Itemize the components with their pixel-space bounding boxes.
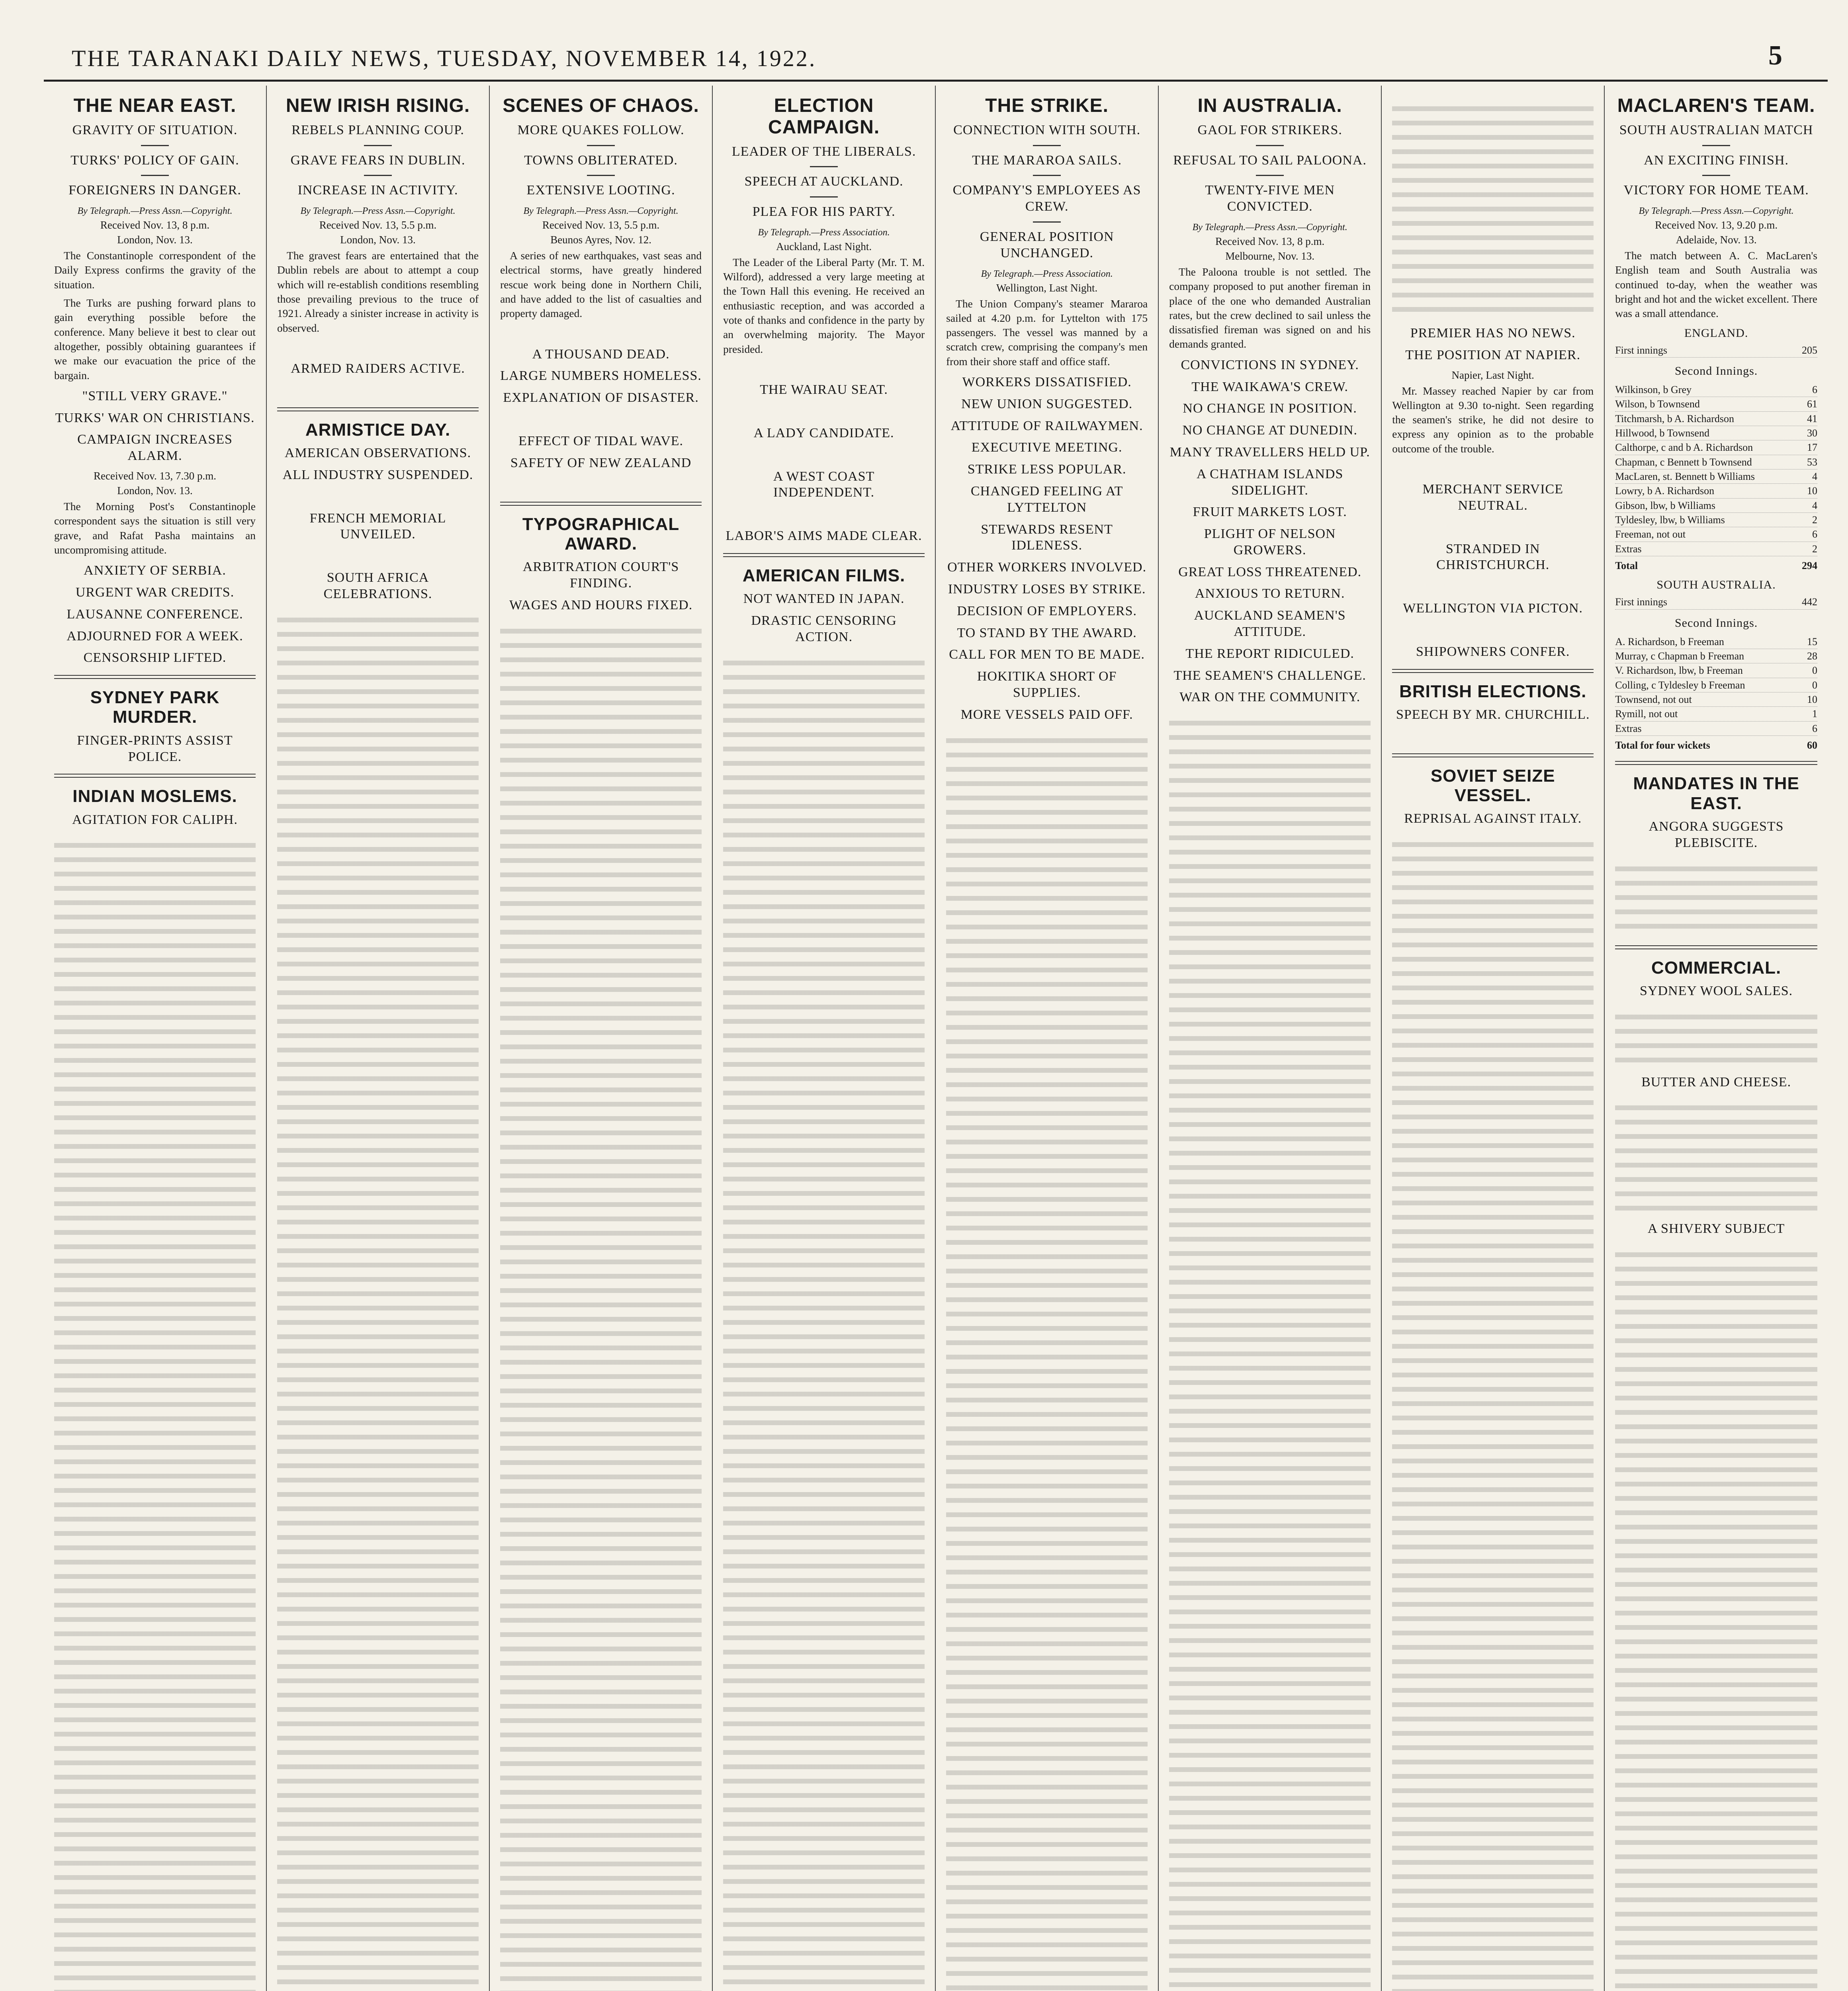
article-text-block [1615,1005,1817,1069]
article-text-block [54,833,256,1991]
batsman-runs: 4 [1812,499,1817,511]
subhead: STEWARDS RESENT IDLENESS. [981,522,1113,553]
batsman-name: Colling, c Tyldesley b Freeman [1615,679,1745,691]
subhead: MERCHANT SERVICE NEUTRAL. [1422,482,1564,513]
section-rule [723,553,925,557]
subhead: TURKS' WAR ON CHRISTIANS. [55,410,255,425]
subhead: THE MARAROA SAILS. [972,153,1122,168]
batsman-name: Wilkinson, b Grey [1615,383,1692,395]
section-rule [54,675,256,679]
subhead: LARGE NUMBERS HOMELESS. [500,368,702,383]
article-text-block [1615,857,1817,937]
subhead: FOREIGNERS IN DANGER. [68,183,241,198]
byline: By Telegraph.—Press Association. [758,227,890,238]
divider [810,166,838,167]
batsman-name: Tyldesley, lbw, b Williams [1615,514,1725,526]
subhead: ARMED RAIDERS ACTIVE. [291,361,465,376]
subhead: TO STAND BY THE AWARD. [957,625,1137,640]
section-rule [54,774,256,778]
subhead: PLEA FOR HIS PARTY. [752,204,896,219]
headline-scenes-of-chaos: SCENES OF CHAOS. [503,95,699,116]
article-paragraph: The Constantinople correspondent of the Daily Express confirms the gravity of the situation. [54,249,256,291]
article-text-block [946,729,1148,1991]
article-paragraph: Mr. Massey reached Napier by car from Wellington at 9.30 to-night. Seen regarding the seamen's strike, he did not desire to express any opinion as to the probable outcome of the trouble. [1392,384,1594,455]
subhead: FRUIT MARKETS LOST. [1193,505,1347,520]
headline-american-films: AMERICAN FILMS. [742,565,905,585]
section-rule [500,502,702,506]
headline-maclarens-team: MACLAREN'S TEAM. [1617,95,1815,116]
scorecard-england [1615,343,1817,573]
batsman-runs: 53 [1807,456,1817,468]
subhead: CAMPAIGN INCREASES ALARM. [77,432,233,464]
subhead: COMPANY'S EMPLOYEES AS CREW. [952,183,1141,214]
dateline: Auckland, Last Night. [776,240,872,252]
subhead: CONNECTION WITH SOUTH. [953,122,1141,137]
article-paragraph: A series of new earthquakes, vast seas and electrical storms, have greatly hindered rescue work being done in Northern Chili, and have added to the list of casualties and property damaged. [500,249,702,320]
dateline: Received Nov. 13, 7.30 p.m. [94,470,216,482]
subhead: MANY TRAVELLERS HELD UP. [1169,444,1370,460]
headline-in-australia: IN AUSTRALIA. [1197,95,1342,116]
subhead: ATTITUDE OF RAILWAYMEN. [950,418,1143,433]
subhead: GRAVE FEARS IN DUBLIN. [290,153,465,168]
total-label: Total for four wickets [1615,739,1710,751]
subhead: ANGORA SUGGESTS PLEBISCITE. [1649,819,1784,850]
subhead: LABOR'S AIMS MADE CLEAR. [726,528,922,544]
subhead: INDUSTRY LOSES BY STRIKE. [948,581,1146,597]
score-row [1615,484,1817,498]
subhead: EXTENSIVE LOOTING. [526,183,675,198]
batsman-runs: 61 [1807,398,1817,410]
subhead: ANXIOUS TO RETURN. [1195,586,1345,601]
dateline: Received Nov. 13, 8 p.m. [100,219,210,231]
column-maclarens-team [1605,86,1828,1991]
batsman-name: Hillwood, b Townsend [1615,427,1709,439]
score-label: First innings [1615,596,1667,608]
innings-label: Second Innings. [1674,616,1758,630]
subhead: NEW UNION SUGGESTED. [961,396,1133,411]
subhead: ALL INDUSTRY SUSPENDED. [282,467,473,482]
score-rows [1615,635,1817,736]
column-the-strike [936,86,1159,1991]
scorecard-heading-england: ENGLAND. [1684,326,1748,340]
batsman-name: Freeman, not out [1615,528,1686,540]
section-rule [277,407,479,411]
batsman-runs: 15 [1807,636,1817,647]
scorecard-heading-south-australia: SOUTH AUSTRALIA. [1656,578,1776,592]
divider [1256,175,1284,176]
score-row [1615,469,1817,484]
subhead: EXPLANATION OF DISASTER. [503,390,699,405]
divider [364,175,392,176]
subhead: BUTTER AND CHEESE. [1641,1074,1791,1089]
headline-mandates-in-the-east: MANDATES IN THE EAST. [1633,774,1799,813]
subhead: REBELS PLANNING COUP. [291,122,464,137]
batsman-runs: 6 [1812,383,1817,395]
article-paragraph: The match between A. C. MacLaren's English team and South Australia was continued to-day, when the weather was bright and hot and the wicket excellent. There was a small attendance. [1615,249,1817,320]
batsman-runs: 17 [1807,442,1817,454]
article-paragraph: The Turks are pushing forward plans to gain everything possible before the conference. Many believe it best to clear out altogether, possibly obtaining guarantees if we make our evacuation the price of the bargain. [54,297,256,381]
subhead: AN EXCITING FINISH. [1644,153,1789,168]
batsman-name: Rymill, not out [1615,708,1678,720]
score-row [1615,412,1817,426]
batsman-name: Lowry, b A. Richardson [1615,485,1715,497]
byline: By Telegraph.—Press Assn.—Copyright. [523,206,679,217]
divider [587,175,615,176]
subhead: AUCKLAND SEAMEN'S ATTITUDE. [1194,608,1346,640]
innings-label: Second Innings. [1674,364,1758,377]
subhead: THE WAIRAU SEAT. [760,382,888,397]
dateline: London, Nov. 13. [117,485,193,497]
subhead: REPRISAL AGAINST ITALY. [1404,811,1582,826]
batsman-name: Titchmarsh, b A. Richardson [1615,413,1734,424]
total-value: 294 [1801,560,1817,572]
score-row [1615,527,1817,542]
section-rule [1615,945,1817,949]
article-text-block [1392,833,1594,1991]
subhead: A SHIVERY SUBJECT [1647,1221,1785,1236]
subhead: GREAT LOSS THREATENED. [1178,564,1362,579]
divider [141,145,169,146]
subhead: DECISION OF EMPLOYERS. [957,603,1137,618]
subhead: ADJOURNED FOR A WEEK. [66,628,243,643]
subhead: THE WAIKAWA'S CREW. [1191,379,1348,394]
score-value: 205 [1801,344,1817,356]
article-text-block [1392,97,1594,320]
article-text-block [1615,1096,1817,1215]
score-value: 442 [1801,596,1817,608]
subhead: CALL FOR MEN TO BE MADE. [949,647,1145,662]
score-row [1615,692,1817,707]
score-row [1615,595,1817,609]
subhead: GAOL FOR STRIKERS. [1197,122,1342,137]
headline-new-irish-rising: NEW IRISH RISING. [286,95,470,116]
subhead: A WEST COAST INDEPENDENT. [773,469,875,500]
batsman-name: Extras [1615,543,1642,555]
subhead: INCREASE IN ACTIVITY. [297,183,458,198]
subhead: WAR ON THE COMMUNITY. [1179,690,1361,705]
dateline: London, Nov. 13. [117,234,193,246]
subhead: EXECUTIVE MEETING. [971,440,1122,455]
subhead: FRENCH MEMORIAL UNVEILED. [309,510,446,542]
dateline: Melbourne, Nov. 13. [1225,250,1315,262]
divider [364,145,392,146]
subhead: MORE VESSELS PAID OFF. [960,707,1133,722]
section-rule [1392,669,1594,673]
subhead: CENSORSHIP LIFTED. [83,650,227,665]
dateline: Adelaide, Nov. 13. [1676,234,1757,246]
divider [1033,175,1061,176]
subhead: SPEECH AT AUCKLAND. [744,174,903,189]
batsman-runs: 28 [1807,650,1817,662]
masthead-rule [44,80,1828,82]
subhead: OTHER WORKERS INVOLVED. [947,560,1147,575]
subhead: WORKERS DISSATISFIED. [962,375,1132,390]
score-rows [1615,383,1817,556]
dateline: Received Nov. 13, 5.5 p.m. [319,219,437,231]
byline: By Telegraph.—Press Assn.—Copyright. [300,206,456,217]
subhead: GRAVITY OF SITUATION. [72,122,238,137]
column-in-australia [1159,86,1382,1991]
subhead: SOUTH AFRICA CELEBRATIONS. [323,570,432,601]
batsman-runs: 0 [1812,665,1817,677]
subhead: LEADER OF THE LIBERALS. [731,144,916,159]
subhead: TURKS' POLICY OF GAIN. [70,153,239,168]
subhead: NOT WANTED IN JAPAN. [743,591,905,606]
divider [1033,145,1061,146]
column-scenes-of-chaos [490,86,713,1991]
divider [1256,145,1284,146]
subhead: TWENTY-FIVE MEN CONVICTED. [1205,183,1335,214]
subhead: NO CHANGE AT DUNEDIN. [1182,423,1358,438]
byline: By Telegraph.—Press Assn.—Copyright. [1639,206,1794,217]
batsman-runs: 10 [1807,694,1817,706]
subhead: EFFECT OF TIDAL WAVE. [518,434,684,449]
article-paragraph: The Morning Post's Constantinople correspondent says the situation is still very grave, and Rafat Pasha maintains an uncompromising attitude. [54,500,256,556]
score-row [1615,649,1817,663]
headline-armistice-day: ARMISTICE DAY. [305,420,451,440]
dateline: Beunos Ayres, Nov. 12. [550,234,651,246]
column-strike-continued [1382,86,1605,1991]
score-row [1615,455,1817,469]
subhead: GENERAL POSITION UNCHANGED. [980,229,1114,260]
divider [587,145,615,146]
article-text-block [1169,711,1371,1991]
subhead: HOKITIKA SHORT OF SUPPLIES. [977,669,1117,700]
batsman-runs: 1 [1812,708,1817,720]
divider [1033,221,1061,223]
batsman-name: Extras [1615,722,1642,734]
batsman-name: Murray, c Chapman b Freeman [1615,650,1744,662]
subhead: WELLINGTON VIA PICTON. [1403,601,1583,616]
score-row [1615,722,1817,736]
subhead: "STILL VERY GRAVE." [82,388,228,403]
subhead: ARBITRATION COURT'S FINDING. [522,559,679,591]
batsman-runs: 30 [1807,427,1817,439]
subhead: VICTORY FOR HOME TEAM. [1623,183,1809,198]
headline-typographical-award: TYPOGRAPHICAL AWARD. [522,514,680,553]
score-row [1615,440,1817,455]
subhead: A CHATHAM ISLANDS SIDELIGHT. [1196,466,1343,498]
subhead: A LADY CANDIDATE. [753,425,894,440]
dateline: London, Nov. 13. [340,234,416,246]
batsman-name: Wilson, b Townsend [1615,398,1700,410]
divider [141,175,169,176]
subhead: DRASTIC CENSORING ACTION. [751,613,897,644]
article-text-block [277,608,479,1991]
article-paragraph: The Leader of the Liberal Party (Mr. T. M. Wilford), addressed a very large meeting at the Town Hall this evening. He received an enthusiastic reception, and was accorded a vote of thanks and confidence in the party by an overwhelming majority. The Mayor presided. [723,256,925,355]
headline-election-campaign: ELECTION CAMPAIGN. [768,95,880,138]
score-row [1615,383,1817,397]
score-row [1615,397,1817,411]
batsman-runs: 4 [1812,470,1817,482]
headline-soviet-seize-vessel: SOVIET SEIZE VESSEL. [1430,766,1555,806]
score-row [1615,542,1817,556]
article-paragraph: The gravest fears are entertained that the Dublin rebels are about to attempt a coup which will re-establish conditions resembling those prevailing previous to the truce of 1921. Already a sinister increase in activity is observed. [277,249,479,334]
section-rule [1392,753,1594,757]
subhead: ANXIETY OF SERBIA. [84,563,226,578]
dateline: Wellington, Last Night. [996,282,1098,294]
headline-indian-moslems: INDIAN MOSLEMS. [72,786,237,806]
subhead: A THOUSAND DEAD. [532,346,670,362]
subhead: SHIPOWNERS CONFER. [1416,644,1570,659]
score-row [1615,513,1817,527]
score-total [1615,559,1817,573]
score-row [1615,707,1817,721]
dateline: Received Nov. 13, 5.5 p.m. [542,219,660,231]
divider [1702,145,1730,146]
batsman-runs: 41 [1807,413,1817,424]
subhead: FINGER-PRINTS ASSIST POLICE. [77,733,233,764]
subhead: SYDNEY WOOL SALES. [1640,983,1793,998]
subhead: AMERICAN OBSERVATIONS. [284,445,471,460]
subhead: NO CHANGE IN POSITION. [1183,401,1357,416]
score-label: First innings [1615,344,1667,356]
batsman-name: Chapman, c Bennett b Townsend [1615,456,1752,468]
batsman-runs: 10 [1807,485,1817,497]
subhead: WAGES AND HOURS FIXED. [509,597,693,612]
score-row [1615,343,1817,358]
byline: By Telegraph.—Press Association. [981,268,1113,279]
subhead: URGENT WAR CREDITS. [75,585,235,600]
subhead: TOWNS OBLITERATED. [524,153,678,168]
article-paragraph: The Union Company's steamer Mararoa sailed at 4.20 p.m. for Lyttelton with 175 passengers. The vessel was manned by a scratch crew, comprising the company's men from their shore staff and office staff. [946,297,1148,368]
batsman-runs: 6 [1812,528,1817,540]
batsman-name: V. Richardson, lbw, b Freeman [1615,665,1743,677]
subhead: STRANDED IN CHRISTCHURCH. [1436,541,1550,573]
column-irish-rising [267,86,490,1991]
batsman-name: Townsend, not out [1615,694,1692,706]
score-row [1615,678,1817,692]
columns [44,86,1828,1991]
batsman-name: Calthorpe, c and b A. Richardson [1615,442,1753,454]
article-text-block [723,651,925,1991]
score-row [1615,499,1817,513]
subhead: PREMIER HAS NO NEWS. [1410,326,1576,340]
batsman-name: MacLaren, st. Bennett b Williams [1615,470,1755,482]
subhead: STRIKE LESS POPULAR. [967,462,1126,477]
column-near-east [44,86,267,1991]
dateline: Received Nov. 13, 8 p.m. [1215,235,1325,247]
subhead: CHANGED FEELING AT LYTTELTON [970,484,1123,515]
masthead [72,28,1784,72]
total-label: Total [1615,560,1638,572]
divider [1702,175,1730,176]
headline-sydney-park-murder: SYDNEY PARK MURDER. [90,688,220,727]
batsman-runs: 2 [1812,514,1817,526]
headline-commercial: COMMERCIAL. [1651,958,1782,978]
headline-british-elections: BRITISH ELECTIONS. [1399,681,1587,701]
dateline: Received Nov. 13, 9.20 p.m. [1655,219,1778,231]
batsman-runs: 2 [1812,543,1817,555]
headline-near-east: THE NEAR EAST. [73,95,237,116]
dateline: Napier, Last Night. [1451,369,1534,381]
batsman-name: Gibson, lbw, b Williams [1615,499,1715,511]
score-row [1615,635,1817,649]
subhead: SPEECH BY MR. CHURCHILL. [1396,707,1590,722]
subhead: THE REPORT RIDICULED. [1185,646,1354,661]
subhead: PLIGHT OF NELSON GROWERS. [1204,526,1336,557]
score-row [1615,663,1817,678]
byline: By Telegraph.—Press Assn.—Copyright. [77,206,233,217]
score-total [1615,738,1817,752]
subhead: CONVICTIONS IN SYDNEY. [1181,357,1359,372]
headline-the-strike: THE STRIKE. [985,95,1109,116]
subhead: LAUSANNE CONFERENCE. [66,606,243,622]
masthead-title: THE TARANAKI DAILY NEWS, TUESDAY, NOVEMBER 14, 1922. [72,45,817,71]
byline: By Telegraph.—Press Assn.—Copyright. [1192,222,1347,233]
subhead: THE POSITION AT NAPIER. [1405,347,1581,362]
score-row [1615,426,1817,440]
total-value: 60 [1807,739,1817,751]
article-paragraph: The Paloona trouble is not settled. The company proposed to put another fireman in place of the one who demanded Australian rates, but the crew declined to sail unless the dissatisfied fireman was signed on and his demands granted. [1169,265,1371,350]
subhead: SAFETY OF NEW ZEALAND [510,455,692,470]
subhead: THE SEAMEN'S CHALLENGE. [1173,668,1366,683]
section-rule [1615,761,1817,765]
page-number: 5 [1768,40,1784,71]
batsman-runs: 0 [1812,679,1817,691]
subhead: SOUTH AUSTRALIAN MATCH [1619,122,1813,137]
article-text-block [500,619,702,1991]
batsman-name: A. Richardson, b Freeman [1615,636,1724,647]
scorecard-south-australia [1615,595,1817,752]
subhead: REFUSAL TO SAIL PALOONA. [1173,153,1367,168]
divider [810,196,838,198]
column-election-campaign [713,86,936,1991]
subhead: AGITATION FOR CALIPH. [72,812,238,827]
subhead: MORE QUAKES FOLLOW. [517,122,684,137]
batsman-runs: 6 [1812,722,1817,734]
article-text-block [1615,1243,1817,1991]
